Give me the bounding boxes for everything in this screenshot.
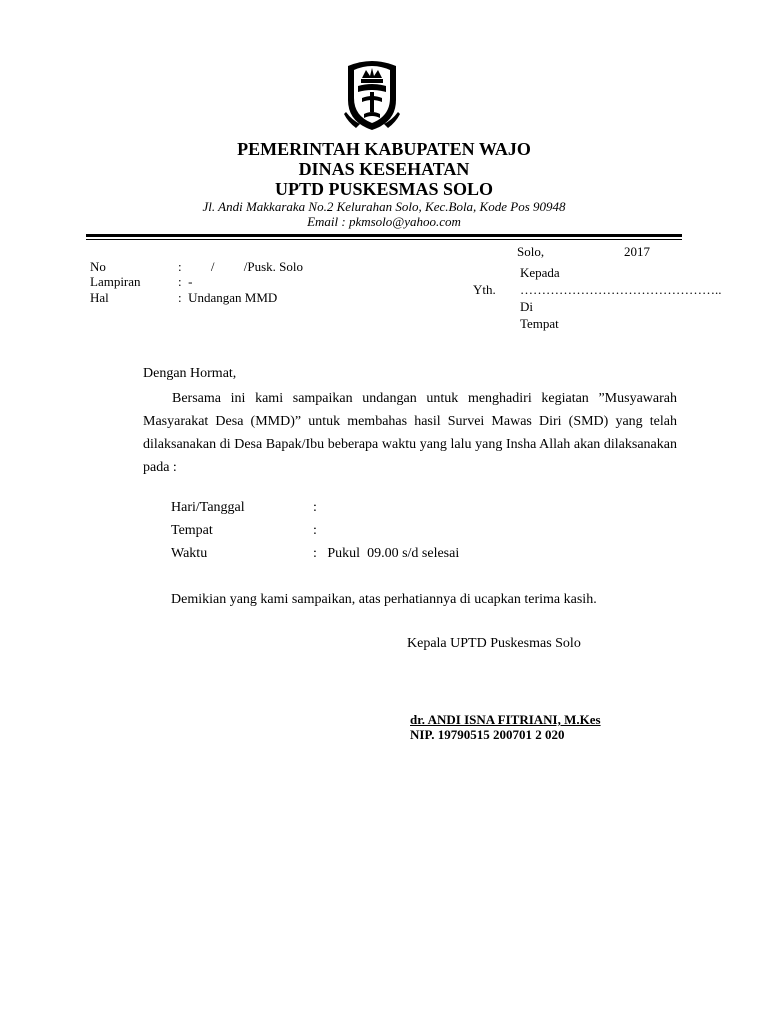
letterhead-unit: UPTD PUSKESMAS SOLO: [274, 179, 494, 199]
meta-lampiran-value: : -: [178, 274, 193, 289]
detail-value-tempat: :: [313, 523, 317, 538]
detail-value-hari-tanggal: :: [313, 500, 317, 515]
signature-name: dr. ANDI ISNA FITRIANI, M.Kes: [410, 712, 601, 727]
detail-label-waktu: Waktu: [171, 546, 208, 561]
letter-paragraph: [143, 387, 677, 479]
date-place: Solo,: [517, 244, 545, 259]
letterhead-department: DINAS KESEHATAN: [298, 159, 470, 179]
meta-lampiran-label: Lampiran: [90, 274, 141, 289]
meta-hal-label: Hal: [90, 290, 109, 305]
letter-greeting: Dengan Hormat,: [143, 366, 237, 381]
signature-title: Kepala UPTD Puskesmas Solo: [407, 636, 581, 651]
detail-value-waktu: : Pukul 09.00 s/d selesai: [313, 546, 460, 561]
letterhead-government: PEMERINTAH KABUPATEN WAJO: [237, 139, 531, 159]
detail-label-tempat: Tempat: [171, 523, 213, 538]
meta-hal-value: : Undangan MMD: [178, 290, 278, 305]
recipient-kepada: Kepada: [520, 265, 560, 280]
letterhead-divider-thin: [86, 239, 682, 240]
detail-label-hari-tanggal: Hari/Tanggal: [171, 500, 245, 515]
letterhead-email: Email : pkmsolo@yahoo.com: [307, 214, 461, 229]
letter-paragraph-text: Bersama ini kami sampaikan undangan untuk menghadiri kegiatan ”Musyawarah Masyarakat Desa (MMD)” untuk membahas hasil Survei Mawas Diri (SMD) yang telah dilaksanakan di Desa Bapak/Ibu beberapa waktu yang lalu yang Insha Allah akan dilaksanakan pada :: [143, 391, 677, 475]
recipient-tempat: Tempat: [520, 316, 559, 331]
meta-no-label: No: [90, 259, 106, 274]
meta-no-value: : / /Pusk. Solo: [178, 259, 303, 274]
letterhead-address: Jl. Andi Makkaraka No.2 Kelurahan Solo, Kec.Bola, Kode Pos 90948: [202, 199, 566, 214]
recipient-di: Di: [520, 299, 533, 314]
date-year: 2017: [624, 244, 650, 259]
letterhead-divider-thick: [86, 234, 682, 237]
regency-coat-of-arms-logo: [344, 56, 400, 132]
signature-nip: NIP. 19790515 200701 2 020: [410, 727, 565, 742]
recipient-yth: Yth.: [473, 282, 496, 297]
recipient-name-placeholder: ………………………………………..: [520, 282, 722, 297]
letter-closing: Demikian yang kami sampaikan, atas perhatiannya di ucapkan terima kasih.: [171, 592, 597, 607]
